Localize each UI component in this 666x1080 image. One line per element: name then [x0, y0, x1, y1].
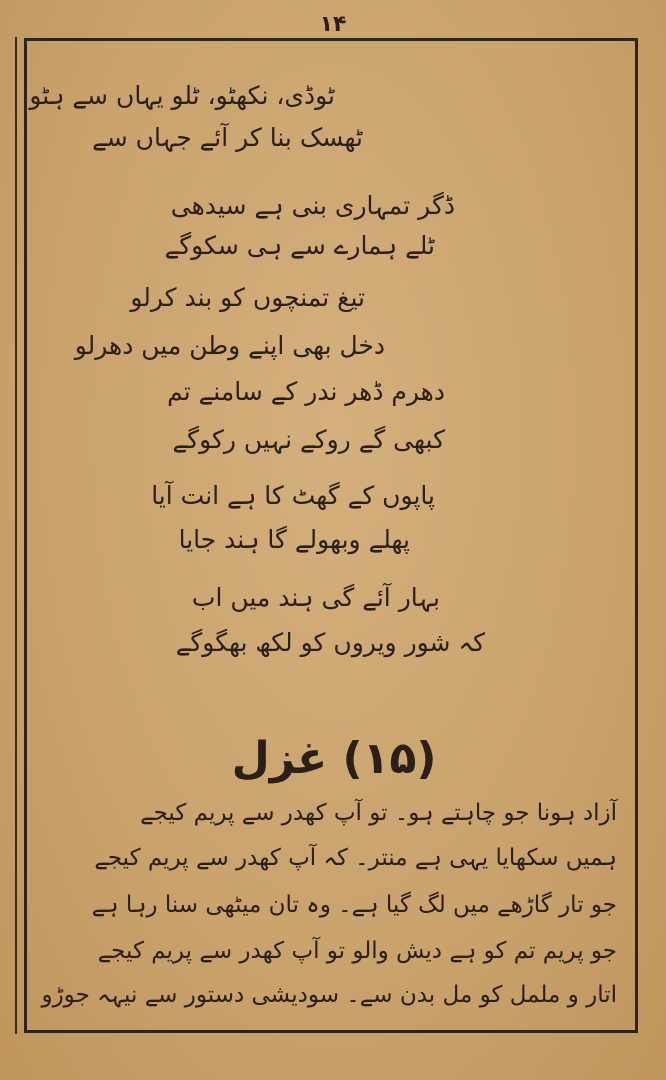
poem-line: تیغ تمنچوں کو بند کرلو — [130, 283, 365, 312]
page-number: ۱۴ — [319, 12, 347, 37]
poem-line: کہ شور ویروں کو لکھ بھگوگے — [175, 628, 485, 657]
poem-line: دخل بھی اپنے وطن میں دھرلو — [74, 331, 385, 360]
ghazal-line: جو پریم تم کو ہے دیش والو تو آپ کھدر سے پریم کیجے — [97, 938, 617, 964]
poem-line: پھلے وبھولے گا ہند جایا — [178, 525, 410, 554]
poem-line: ڈگر تمہاری بنی ہے سیدھی — [170, 191, 455, 220]
poem-line: پاپوں کے گھٹ کا ہے انت آیا — [151, 481, 435, 510]
poem-line: بہار آئے گی ہند میں اب — [191, 583, 440, 612]
poem-line: کبھی گے روکے نہیں رکوگے — [172, 425, 445, 454]
poem-line: ٹلے ہمارے سے ہی سکوگے — [164, 231, 435, 260]
poem-line: ٹھسک بنا کر آئے جہاں سے — [92, 123, 363, 152]
ghazal-heading: (۱۵) غزل — [231, 733, 437, 784]
poem-line: ٹوڈی، نکھٹو، ٹلو یہاں سے ہٹو — [29, 81, 335, 110]
ghazal-line: جو تار گاڑھے میں لگ گیا ہے۔ وہ تان میٹھی سنا رہا ہے — [91, 892, 617, 918]
page-border-frame — [24, 38, 638, 1033]
ghazal-line: ہمیں سکھایا یہی ہے منتر۔ کہ آپ کھدر سے پریم کیجے — [94, 845, 617, 871]
ghazal-line: آزاد ہونا جو چاہتے ہو۔ تو آپ کھدر سے پریم کیجے — [140, 800, 617, 826]
ghazal-line: اتار و ململ کو مل بدن سے۔ سودیشی دستور سے نیہہ جوڑو — [41, 982, 617, 1008]
poem-line: دھرم ڈھر ندر کے سامنے تم — [167, 377, 445, 406]
